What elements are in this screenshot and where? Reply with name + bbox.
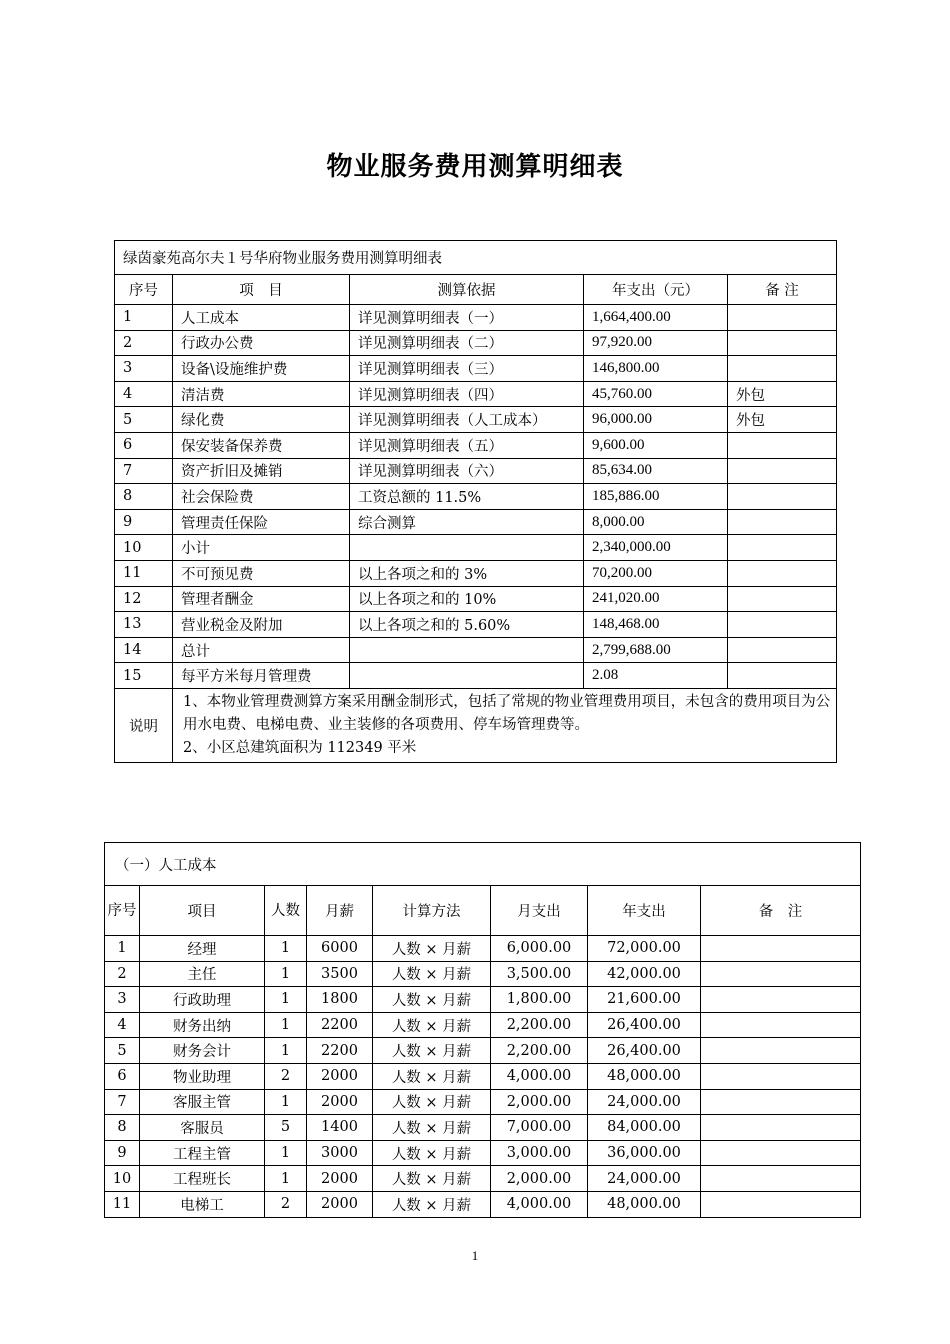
row-monthly-expense: 2,000.00 — [491, 1166, 588, 1192]
row-calc-method: 人数 × 月薪 — [373, 1115, 491, 1141]
row-item: 总计 — [173, 637, 350, 663]
row-remarks — [701, 1038, 861, 1064]
row-position: 财务出纳 — [140, 1012, 265, 1038]
row-remarks — [728, 612, 837, 638]
row-annual-expense: 36,000.00 — [588, 1140, 701, 1166]
header-remarks: 备 注 — [701, 886, 861, 936]
row-index: 8 — [105, 1115, 140, 1141]
row-remarks — [728, 305, 837, 331]
row-basis — [350, 535, 584, 561]
row-remarks — [728, 509, 837, 535]
row-monthly-salary: 3500 — [307, 961, 373, 987]
page-title: 物业服务费用测算明细表 — [326, 152, 624, 182]
header-headcount: 人数 — [265, 886, 307, 936]
row-headcount: 1 — [265, 1038, 307, 1064]
row-item: 人工成本 — [173, 305, 350, 331]
row-item: 行政办公费 — [173, 330, 350, 356]
header-annual-expense: 年支出（元） — [584, 275, 728, 305]
table-row — [115, 407, 837, 433]
table-row — [105, 1038, 861, 1064]
row-monthly-salary: 2000 — [307, 1191, 373, 1217]
row-remarks — [701, 1089, 861, 1115]
row-annual-expense: 85,634.00 — [584, 458, 728, 484]
row-monthly-salary: 3000 — [307, 1140, 373, 1166]
table-row — [115, 612, 837, 638]
row-item: 绿化费 — [173, 407, 350, 433]
row-headcount: 5 — [265, 1115, 307, 1141]
row-annual-expense: 42,000.00 — [588, 961, 701, 987]
row-index: 2 — [115, 330, 173, 356]
row-calc-method: 人数 × 月薪 — [373, 1012, 491, 1038]
row-monthly-expense: 3,500.00 — [491, 961, 588, 987]
row-item: 保安装备保养费 — [173, 432, 350, 458]
notes-text — [173, 688, 837, 762]
row-annual-expense: 48,000.00 — [588, 1063, 701, 1089]
row-basis: 详见测算明细表（五） — [350, 432, 584, 458]
row-headcount: 1 — [265, 1140, 307, 1166]
row-annual-expense: 48,000.00 — [588, 1191, 701, 1217]
row-headcount: 2 — [265, 1191, 307, 1217]
row-position: 物业助理 — [140, 1063, 265, 1089]
row-basis — [350, 637, 584, 663]
row-basis: 详见测算明细表（三） — [350, 356, 584, 382]
row-basis: 详见测算明细表（四） — [350, 381, 584, 407]
row-monthly-expense: 7,000.00 — [491, 1115, 588, 1141]
row-index: 6 — [115, 432, 173, 458]
row-basis: 详见测算明细表（一） — [350, 305, 584, 331]
row-remarks: 外包 — [728, 381, 837, 407]
row-monthly-expense: 2,200.00 — [491, 1038, 588, 1064]
table-row — [105, 961, 861, 987]
row-index: 10 — [115, 535, 173, 561]
row-index: 5 — [115, 407, 173, 433]
row-monthly-expense: 3,000.00 — [491, 1140, 588, 1166]
row-index: 11 — [105, 1191, 140, 1217]
row-index: 11 — [115, 560, 173, 586]
row-annual-expense: 1,664,400.00 — [584, 305, 728, 331]
row-position: 客服主管 — [140, 1089, 265, 1115]
row-calc-method: 人数 × 月薪 — [373, 1038, 491, 1064]
table-row — [115, 381, 837, 407]
table-row — [105, 987, 861, 1013]
row-monthly-salary: 2200 — [307, 1038, 373, 1064]
header-annual-expense: 年支出 — [588, 886, 701, 936]
table-row — [105, 1089, 861, 1115]
row-remarks — [701, 1115, 861, 1141]
row-basis — [350, 663, 584, 689]
row-annual-expense: 185,886.00 — [584, 484, 728, 510]
row-annual-expense: 241,020.00 — [584, 586, 728, 612]
row-annual-expense: 97,920.00 — [584, 330, 728, 356]
row-remarks — [728, 458, 837, 484]
row-position: 财务会计 — [140, 1038, 265, 1064]
notes-row — [115, 688, 837, 762]
row-annual-expense: 9,600.00 — [584, 432, 728, 458]
row-calc-method: 人数 × 月薪 — [373, 961, 491, 987]
row-index: 15 — [115, 663, 173, 689]
row-item: 管理者酬金 — [173, 586, 350, 612]
row-annual-expense: 26,400.00 — [588, 1012, 701, 1038]
row-basis: 详见测算明细表（六） — [350, 458, 584, 484]
row-index: 13 — [115, 612, 173, 638]
row-index: 7 — [105, 1089, 140, 1115]
page-number: 1 — [471, 1248, 479, 1263]
row-index: 1 — [115, 305, 173, 331]
row-remarks — [728, 484, 837, 510]
header-basis: 测算依据 — [350, 275, 584, 305]
row-index: 10 — [105, 1166, 140, 1192]
row-annual-expense: 96,000.00 — [584, 407, 728, 433]
row-headcount: 1 — [265, 1089, 307, 1115]
row-basis: 以上各项之和的 3% — [350, 560, 584, 586]
row-index: 1 — [105, 936, 140, 962]
row-index: 2 — [105, 961, 140, 987]
table-row — [105, 936, 861, 962]
row-annual-expense: 146,800.00 — [584, 356, 728, 382]
row-annual-expense: 2,340,000.00 — [584, 535, 728, 561]
row-index: 12 — [115, 586, 173, 612]
row-item: 设备\设施维护费 — [173, 356, 350, 382]
table-row — [105, 1166, 861, 1192]
header-remarks: 备 注 — [728, 275, 837, 305]
row-position: 经理 — [140, 936, 265, 962]
header-monthly-expense: 月支出 — [491, 886, 588, 936]
row-index: 3 — [105, 987, 140, 1013]
row-index: 4 — [115, 381, 173, 407]
row-index: 6 — [105, 1063, 140, 1089]
row-item: 资产折旧及摊销 — [173, 458, 350, 484]
row-remarks — [701, 961, 861, 987]
row-annual-expense: 72,000.00 — [588, 936, 701, 962]
row-calc-method: 人数 × 月薪 — [373, 1140, 491, 1166]
row-index: 8 — [115, 484, 173, 510]
row-annual-expense: 24,000.00 — [588, 1166, 701, 1192]
row-annual-expense: 70,200.00 — [584, 560, 728, 586]
row-index: 9 — [105, 1140, 140, 1166]
row-monthly-salary: 1400 — [307, 1115, 373, 1141]
row-calc-method: 人数 × 月薪 — [373, 1191, 491, 1217]
row-basis: 工资总额的 11.5% — [350, 484, 584, 510]
note-line: 2、小区总建筑面积为 112349 平米 — [183, 739, 417, 756]
row-remarks — [701, 1140, 861, 1166]
row-monthly-expense: 4,000.00 — [491, 1063, 588, 1089]
row-headcount: 1 — [265, 1012, 307, 1038]
table-row — [105, 1191, 861, 1217]
header-calc-method: 计算方法 — [373, 886, 491, 936]
row-monthly-salary: 2000 — [307, 1166, 373, 1192]
row-remarks — [701, 1063, 861, 1089]
row-monthly-expense: 2,000.00 — [491, 1089, 588, 1115]
note-line: 1、本物业管理费测算方案采用酬金制形式，包括了常规的物业管理费用项目，未包含的费用项目为公用水电费、电梯电费、业主装修的各项费用、停车场管理费等。 — [183, 693, 831, 733]
row-monthly-salary: 1800 — [307, 987, 373, 1013]
row-calc-method: 人数 × 月薪 — [373, 987, 491, 1013]
header-index: 序号 — [105, 886, 140, 936]
row-monthly-salary: 6000 — [307, 936, 373, 962]
row-headcount: 1 — [265, 1166, 307, 1192]
row-calc-method: 人数 × 月薪 — [373, 936, 491, 962]
labor-cost-table — [104, 842, 861, 1218]
row-monthly-salary: 2200 — [307, 1012, 373, 1038]
row-item: 小计 — [173, 535, 350, 561]
table-row — [105, 1063, 861, 1089]
summary-table-caption: 绿茵豪苑高尔夫１号华府物业服务费用测算明细表 — [115, 241, 837, 275]
row-item: 社会保险费 — [173, 484, 350, 510]
row-annual-expense: 84,000.00 — [588, 1115, 701, 1141]
row-basis: 详见测算明细表（二） — [350, 330, 584, 356]
table-row — [115, 535, 837, 561]
table-row — [115, 663, 837, 689]
header-index: 序号 — [115, 275, 173, 305]
row-remarks — [728, 356, 837, 382]
row-remarks — [728, 663, 837, 689]
row-calc-method: 人数 × 月薪 — [373, 1063, 491, 1089]
row-index: 4 — [105, 1012, 140, 1038]
row-item: 不可预见费 — [173, 560, 350, 586]
table-row — [115, 330, 837, 356]
row-annual-expense: 26,400.00 — [588, 1038, 701, 1064]
table-row — [115, 637, 837, 663]
row-position: 客服员 — [140, 1115, 265, 1141]
row-headcount: 1 — [265, 987, 307, 1013]
row-remarks — [701, 1012, 861, 1038]
row-monthly-salary: 2000 — [307, 1089, 373, 1115]
table-row — [105, 1140, 861, 1166]
row-remarks — [701, 1191, 861, 1217]
row-remarks: 外包 — [728, 407, 837, 433]
row-remarks — [701, 936, 861, 962]
row-calc-method: 人数 × 月薪 — [373, 1089, 491, 1115]
row-position: 电梯工 — [140, 1191, 265, 1217]
row-position: 工程班长 — [140, 1166, 265, 1192]
row-remarks — [728, 560, 837, 586]
row-annual-expense: 8,000.00 — [584, 509, 728, 535]
header-item: 项目 — [140, 886, 265, 936]
row-remarks — [728, 535, 837, 561]
table-row — [115, 560, 837, 586]
table-row — [115, 509, 837, 535]
row-index: 9 — [115, 509, 173, 535]
row-calc-method: 人数 × 月薪 — [373, 1166, 491, 1192]
row-monthly-expense: 4,000.00 — [491, 1191, 588, 1217]
notes-label: 说明 — [115, 688, 173, 762]
row-remarks — [701, 1166, 861, 1192]
table-row — [105, 1115, 861, 1141]
row-index: 3 — [115, 356, 173, 382]
row-remarks — [701, 987, 861, 1013]
table-row — [115, 432, 837, 458]
fee-summary-table — [114, 240, 837, 763]
row-headcount: 2 — [265, 1063, 307, 1089]
table-row — [115, 586, 837, 612]
labor-table-caption: （一）人工成本 — [105, 843, 861, 886]
row-annual-expense: 24,000.00 — [588, 1089, 701, 1115]
row-annual-expense: 2,799,688.00 — [584, 637, 728, 663]
table-row — [105, 1012, 861, 1038]
row-annual-expense: 21,600.00 — [588, 987, 701, 1013]
header-item: 项 目 — [173, 275, 350, 305]
row-item: 营业税金及附加 — [173, 612, 350, 638]
row-index: 5 — [105, 1038, 140, 1064]
row-index: 14 — [115, 637, 173, 663]
row-annual-expense: 148,468.00 — [584, 612, 728, 638]
row-position: 行政助理 — [140, 987, 265, 1013]
header-monthly-salary: 月薪 — [307, 886, 373, 936]
table-row — [115, 356, 837, 382]
row-headcount: 1 — [265, 936, 307, 962]
row-basis: 综合测算 — [350, 509, 584, 535]
row-headcount: 1 — [265, 961, 307, 987]
row-monthly-expense: 2,200.00 — [491, 1012, 588, 1038]
row-remarks — [728, 586, 837, 612]
row-remarks — [728, 637, 837, 663]
row-position: 主任 — [140, 961, 265, 987]
row-item: 每平方米每月管理费 — [173, 663, 350, 689]
row-annual-expense: 45,760.00 — [584, 381, 728, 407]
table-row — [115, 305, 837, 331]
table-row — [115, 484, 837, 510]
row-remarks — [728, 432, 837, 458]
row-monthly-salary: 2000 — [307, 1063, 373, 1089]
row-item: 管理责任保险 — [173, 509, 350, 535]
table-row — [115, 458, 837, 484]
row-index: 7 — [115, 458, 173, 484]
row-basis: 以上各项之和的 10% — [350, 586, 584, 612]
row-monthly-expense: 6,000.00 — [491, 936, 588, 962]
row-basis: 以上各项之和的 5.60% — [350, 612, 584, 638]
row-basis: 详见测算明细表（人工成本） — [350, 407, 584, 433]
row-item: 清洁费 — [173, 381, 350, 407]
row-remarks — [728, 330, 837, 356]
row-monthly-expense: 1,800.00 — [491, 987, 588, 1013]
row-position: 工程主管 — [140, 1140, 265, 1166]
row-annual-expense: 2.08 — [584, 663, 728, 689]
